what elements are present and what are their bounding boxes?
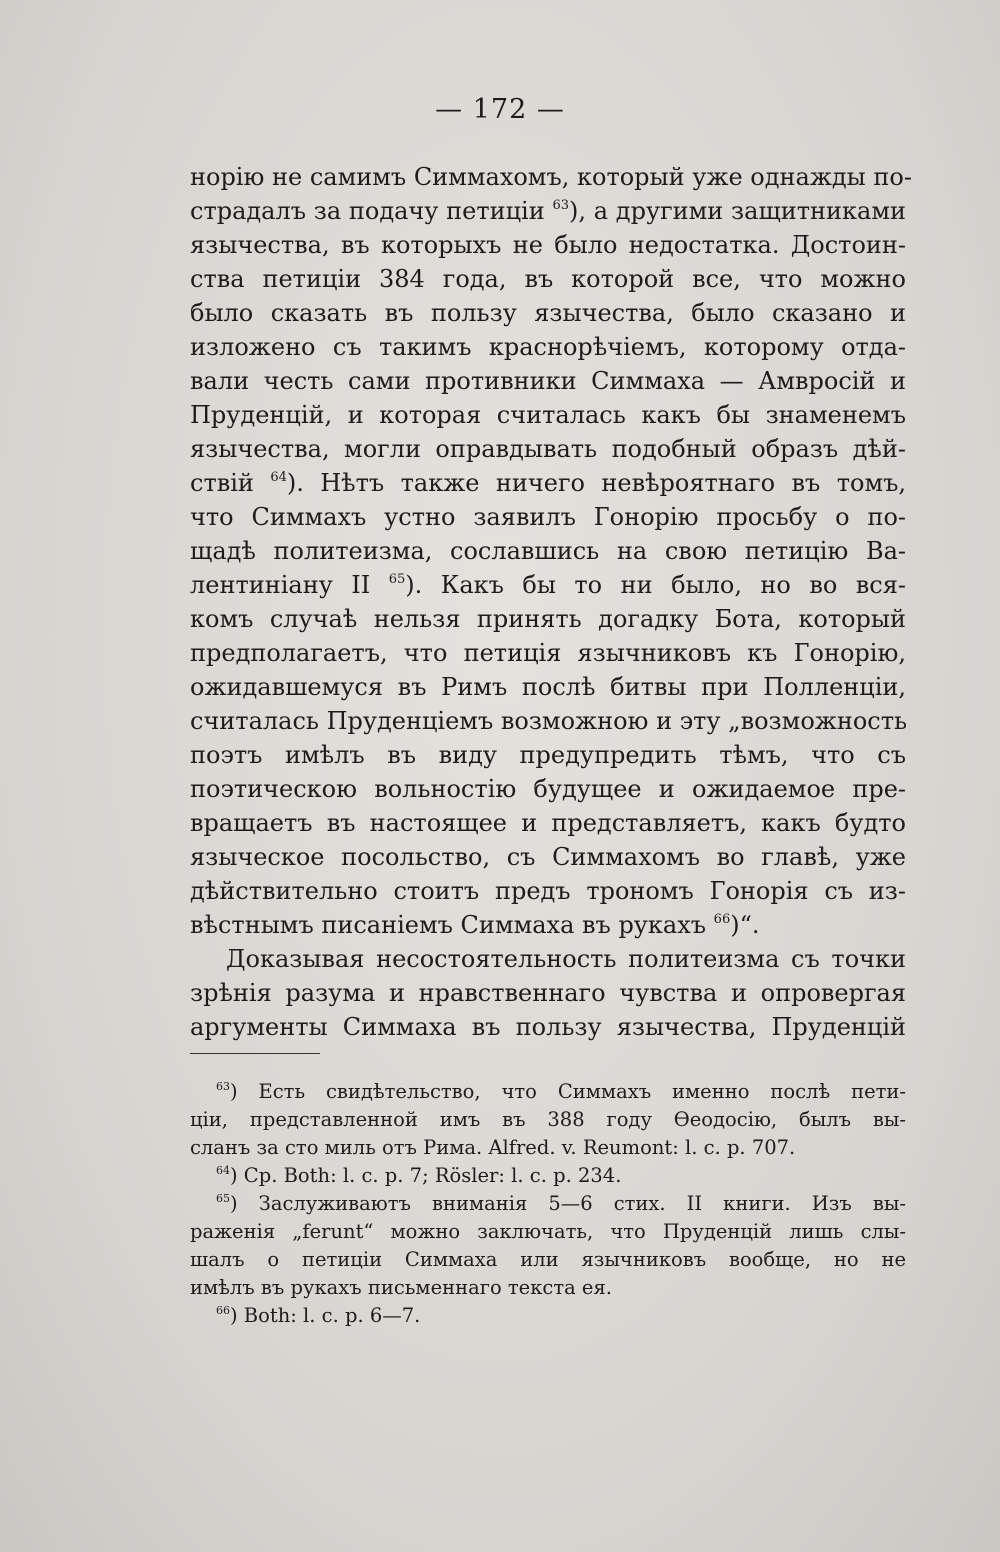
text-line [190,976,906,1010]
footnotes [190,1078,906,1330]
text-line [190,364,906,398]
footnote-ref: 66 [216,1304,230,1317]
footnote-separator [190,1053,320,1054]
text-line [190,806,906,840]
text-line-text: языческое посольство, съ Симмахомъ во главѣ, уже [190,843,906,871]
text-line [190,1010,906,1044]
text-line [190,772,906,806]
footnote-line [190,1190,906,1218]
footnote-line [190,1274,906,1302]
text-line [190,840,906,874]
text-line-text: ожидавшемуся въ Римъ послѣ битвы при Полленціи, [190,673,906,701]
footnote-ref: 63 [552,198,570,213]
text-line-text: предполагаетъ, что петиція язычниковъ къ Гонорію, [190,639,906,667]
text-line [190,704,906,738]
footnote-line-text-after: ) Both: l. c. p. 6—7. [230,1304,421,1327]
text-line-text: ствій [190,469,271,497]
text-line-text: Пруденцій, и которая считалась какъ бы знаменемъ [190,401,906,429]
text-line [190,738,906,772]
text-line [190,908,906,942]
footnote-line-text: сланъ за сто миль отъ Рима. Alfred. v. Reumont: l. c. p. 707. [190,1136,796,1159]
text-line-text: поэтъ имѣлъ въ виду предупредить тѣмъ, что съ [190,741,906,769]
text-line [190,636,906,670]
page-number: — 172 — [435,94,565,125]
text-line-text: язычества, въ которыхъ не было недостатка. Достоин- [190,231,906,259]
text-line [190,160,912,194]
text-line-text: ства петиціи 384 года, въ которой все, что можно [190,265,906,293]
text-line [190,296,906,330]
text-line-text: норію не самимъ Симмахомъ, который уже однажды по- [190,163,912,191]
text-line-text-after: )“. [730,911,760,939]
text-line-text: язычества, могли оправдывать подобный образъ дѣй- [190,435,906,463]
footnote-line-text: раженія „ferunt“ можно заключать, что Пруденцій лишь слы- [190,1220,906,1243]
text-line [190,568,906,602]
footnote-line-text-after: ) Заслуживаютъ вниманія 5—6 стих. II книги. Изъ вы- [230,1192,906,1215]
footnote-line [190,1162,906,1190]
text-line [190,330,906,364]
text-line-text: Доказывая несостоятельность политеизма съ точки [226,945,906,973]
text-line [190,942,906,976]
footnote-line [190,1106,906,1134]
footnote-line [190,1134,906,1162]
text-line-text: комъ случаѣ нельзя принять догадку Бота, который [190,605,906,633]
text-line-text: зрѣнія разума и нравственнаго чувства и опровергая [190,979,906,1007]
text-line-text-after: ), а другими защитниками [569,197,906,225]
text-line [190,262,906,296]
text-line [190,534,906,568]
text-line-text: изложено съ такимъ краснорѣчіемъ, которому отда- [190,333,906,361]
footnote-line [190,1246,906,1274]
footnote-ref: 65 [388,572,406,587]
text-line-text: вѣстнымъ писаніемъ Симмаха въ рукахъ [190,911,714,939]
text-line-text: было сказать въ пользу язычества, было сказано и [190,299,906,327]
footnote-ref: 65 [216,1192,230,1205]
main-text [190,160,912,1044]
text-line [190,602,906,636]
footnote-line [190,1078,906,1106]
text-line [190,228,906,262]
text-line-text: аргументы Симмаха въ пользу язычества, Пруденцій [190,1013,906,1041]
footnote-ref: 63 [216,1080,230,1093]
footnote-ref: 66 [713,912,731,927]
footnote-ref: 64 [216,1164,230,1177]
text-line [190,670,906,704]
footnote-ref: 64 [270,470,287,485]
text-line-text: щадѣ политеизма, сославшись на свою петицію Ва- [190,537,906,565]
footnote-line [190,1218,906,1246]
text-line-text: что Симмахъ устно заявилъ Гонорію просьбу о по- [190,503,906,531]
text-line-text: считалась Пруденціемъ возможною и эту „возможность [190,707,908,735]
footnote-line-text-after: ) Cp. Both: l. c. p. 7; Rösler: l. c. p. 234. [230,1164,622,1187]
text-line-text-after: ). Какъ бы то ни было, но во вся- [405,571,906,599]
text-line-text-after: ). Нѣтъ также ничего невѣроятнаго въ томъ, [286,469,907,497]
text-line [190,194,906,228]
text-line-text: страдалъ за подачу петиціи [190,197,553,225]
footnote-line [190,1302,906,1330]
text-line-text: поэтическою вольностію будущее и ожидаемое пре- [190,775,906,803]
text-line [190,500,906,534]
text-line [190,874,906,908]
text-line [190,432,906,466]
text-line-text: лентиніану II [190,571,389,599]
text-line [190,398,906,432]
text-line [190,466,906,500]
footnote-line-text: шалъ о петиціи Симмаха или язычниковъ вообще, но не [190,1248,906,1271]
footnote-line-text: имѣлъ въ рукахъ письменнаго текста ея. [190,1276,612,1299]
footnote-line-text-after: ) Есть свидѣтельство, что Симмахъ именно послѣ пети- [230,1080,906,1103]
text-line-text: вали честь сами противники Симмаха — Амвросій и [190,367,906,395]
text-line-text: дѣйствительно стоитъ предъ трономъ Гонорія съ из- [190,877,906,905]
text-line-text: вращаетъ въ настоящее и представляетъ, какъ будто [190,809,906,837]
footnote-line-text: ціи, представленной имъ въ 388 году Өеодосію, былъ вы- [190,1108,906,1131]
